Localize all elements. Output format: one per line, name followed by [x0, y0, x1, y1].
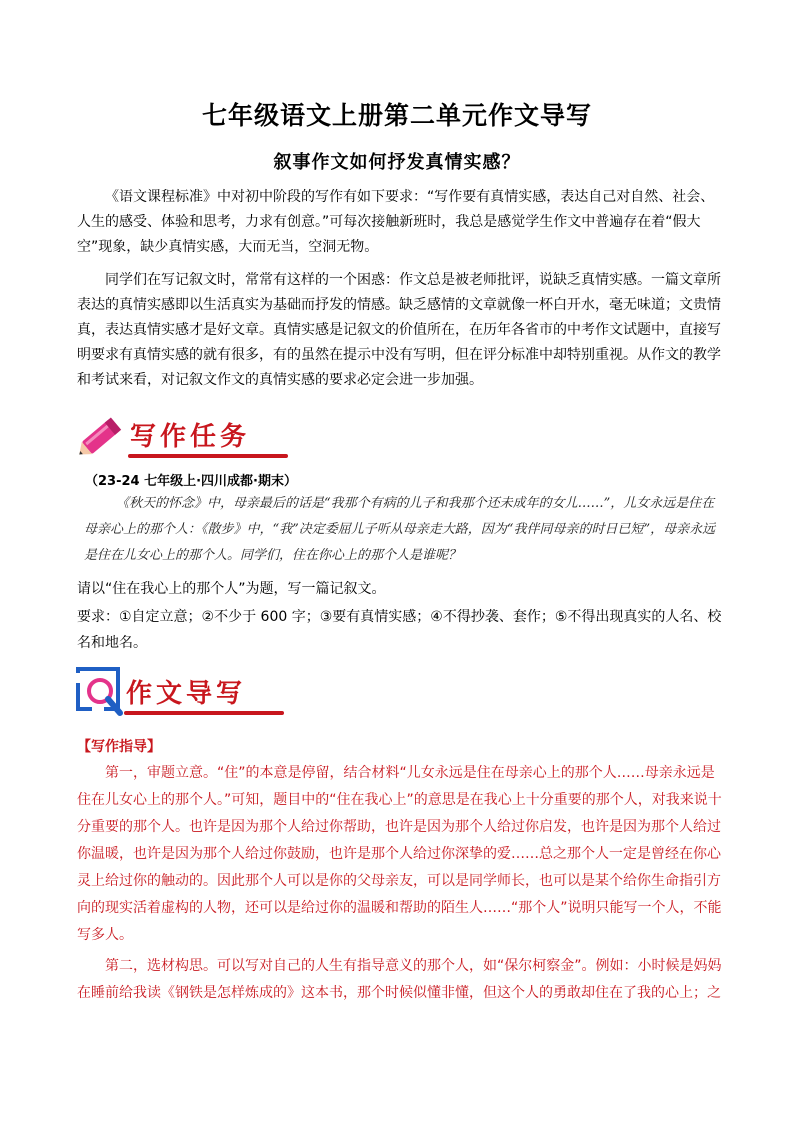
guide-heading: 【写作指导】: [77, 739, 161, 755]
page-title: 七年级语文上册第二单元作文导写: [201, 101, 592, 130]
guide-paragraph-1: 第一，审题立意。“住”的本意是停留，结合材料“儿女永远是住在母亲心上的那个人……母亲永远是住在儿女心上的那个人。”可知，题目中的“住在我心上”的意思是在我心上十分重要的那个人，对我来说十分重要的那个人。也许是因为那个人给过你帮助，也许是因为那个人给过你启发，也许是因为那个人给过你温暖，也许是因为那个人给过你鼓励，也许是那个人给过你深挚的爱……总之那个人一定是曾经在你心灵上给过你的触动的。因此那个人可以是你的父母亲友，可以是同学师长，也可以是某个给你生命指引方向的现实活着虚构的人物，还可以是给过你的温暖和帮助的陌生人……“那个人”说明只能写一个人，不能写多人。: [77, 765, 722, 943]
magnifier-icon: [76, 665, 132, 725]
writing-prompt: 请以“住在我心上的那个人”为题，写一篇记叙文。: [77, 581, 386, 597]
reading-material: 《秋天的怀念》中，母亲最后的话是“我那个有病的儿子和我那个还未成年的女儿……”，儿女永远是住在母亲心上的那个人：《散步》中，“我”决定委屈儿子听从母亲走大路，因为“我伴同母亲的时日已短”，母亲永远是住在儿女心上的那个人。同学们，住在你心上的那个人是谁呢？: [84, 496, 716, 563]
page-subtitle: 叙事作文如何抒发真情实感？: [273, 152, 521, 173]
intro-paragraph-1: 《语文课程标准》中对初中阶段的写作有如下要求：“写作要有真情实感，表达自己对自然、社会、人生的感受、体验和思考，力求有创意。”可每次接触新班时，我总是感觉学生作文中普遍存在着“假大空”现象，缺少真情实感，大而无当，空洞无物。: [77, 189, 715, 255]
writing-guide-underline: [124, 711, 284, 715]
writing-task-underline: [128, 454, 288, 458]
guide-paragraph-2: 第二，选材构思。可以写对自己的人生有指导意义的那个人，如“保尔柯察金”。例如：小时候是妈妈在睡前给我读《钢铁是怎样炼成的》这本书，那个时候似懂非懂，但这个人的勇敢却住在了我的心上；之: [77, 958, 722, 1001]
writing-task-label: 写作任务: [130, 422, 251, 452]
pencil-icon: [74, 408, 130, 468]
writing-guide-banner: [76, 665, 276, 725]
exam-source: （23-24 七年级上·四川成都·期末）: [85, 474, 297, 489]
writing-task-banner: [80, 408, 280, 468]
writing-guide-label: 作文导写: [126, 679, 247, 709]
writing-requirements: 要求：①自定立意；②不少于 600 字；③要有真情实感；④不得抄袭、套作；⑤不得出现真实的人名、校名和地名。: [77, 609, 722, 651]
intro-paragraph-2: 同学们在写记叙文时，常常有这样的一个困惑：作文总是被老师批评，说缺乏真情实感。一篇文章所表达的真情实感即以生活真实为基础而抒发的情感。缺乏感情的文章就像一杯白开水，毫无味道；文贵情真，表达真情实感才是好文章。真情实感是记叙文的价值所在，在历年各省市的中考作文试题中，直接写明要求有真情实感的就有很多，有的虽然在提示中没有写明，但在评分标准中却特别重视。从作文的教学和考试来看，对记叙文作文的真情实感的要求必定会进一步加强。: [77, 272, 721, 388]
